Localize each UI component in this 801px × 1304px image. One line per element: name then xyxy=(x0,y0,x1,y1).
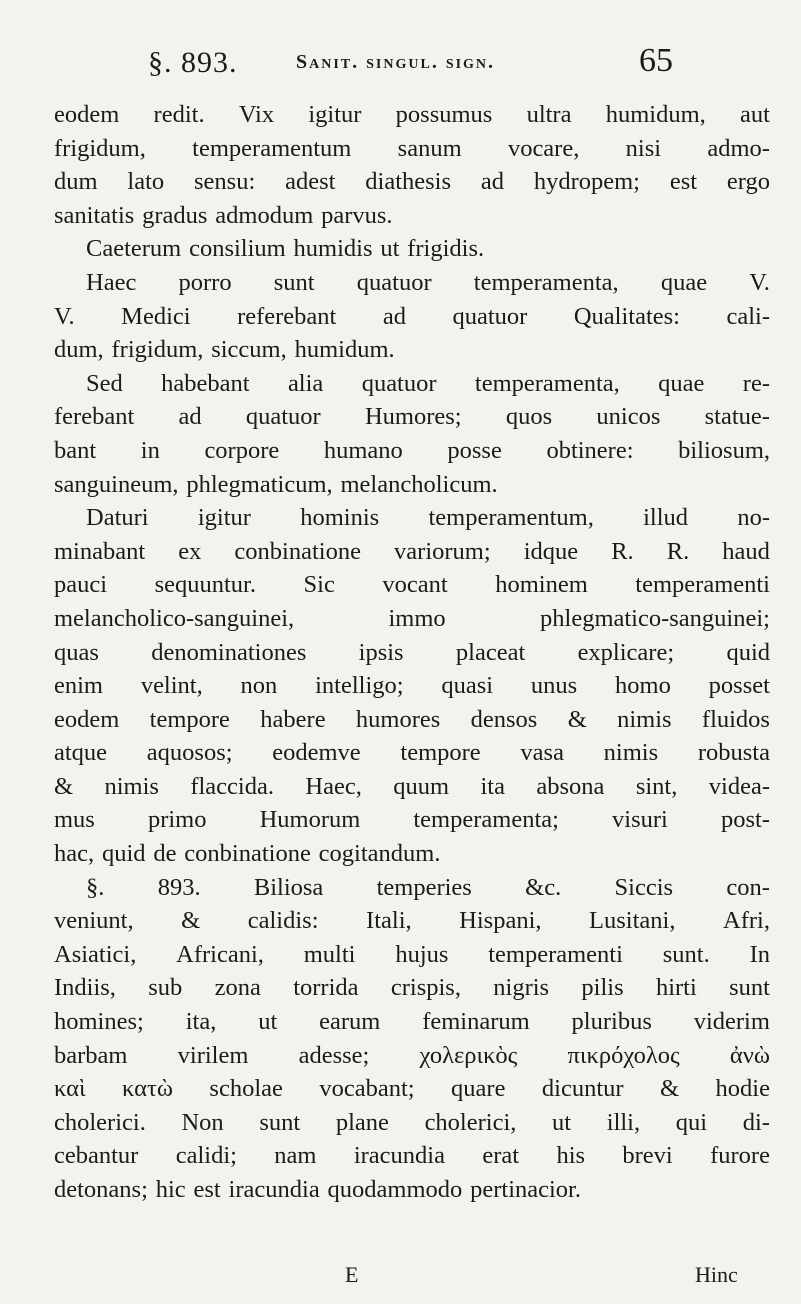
text-line: Haec porro sunt quatuor temperamenta, quae V. xyxy=(86,268,770,296)
text-line: veniunt, & calidis: Itali, Hispani, Lusitani, Afri, xyxy=(54,907,770,935)
text-line: hac, quid de conbinatione cogitandum. xyxy=(54,840,441,868)
text-line: eodem tempore habere humores densos & nimis fluidos xyxy=(54,705,770,733)
text-line: quas denominationes ipsis placeat explicare; quid xyxy=(54,638,770,666)
text-line: sanitatis gradus admodum parvus. xyxy=(54,201,393,229)
text-line: Asiatici, Africani, multi hujus temperamenti sunt. In xyxy=(54,940,770,968)
page-number: 65 xyxy=(639,42,673,79)
text-line: Sed habebant alia quatuor temperamenta, quae re- xyxy=(86,369,770,397)
text-line: Caeterum consilium humidis ut frigidis. xyxy=(86,235,485,263)
text-line: cholerici. Non sunt plane cholerici, ut illi, qui di- xyxy=(54,1108,770,1136)
signature-mark: E xyxy=(345,1262,359,1287)
text-line: minabant ex conbinatione variorum; idque R. R. haud xyxy=(54,537,770,565)
text-line: V. Medici referebant ad quatuor Qualitates: cali- xyxy=(54,302,770,330)
body-text xyxy=(54,98,770,1207)
text-line: eodem redit. Vix igitur possumus ultra humidum, aut xyxy=(54,101,770,128)
text-line: mus primo Humorum temperamenta; visuri post- xyxy=(54,806,770,834)
text-line: atque aquosos; eodemve tempore vasa nimis robusta xyxy=(54,739,770,767)
text-line: Daturi igitur hominis temperamentum, illud no- xyxy=(86,504,770,532)
text-line: ferebant ad quatuor Humores; quos unicos statue- xyxy=(54,403,770,431)
text-line: dum lato sensu: adest diathesis ad hydropem; est ergo xyxy=(54,168,770,196)
text-line: καὶ κατὼ scholae vocabant; quare dicuntur & hodie xyxy=(54,1075,770,1103)
text-line: frigidum, temperamentum sanum vocare, nisi admo- xyxy=(54,134,770,162)
text-line: detonans; hic est iracundia quodammodo pertinacior. xyxy=(54,1176,581,1203)
text-line: melancholico-sanguinei, immo phlegmatico-sanguinei; xyxy=(54,604,770,632)
text-line: cebantur calidi; nam iracundia erat his brevi furore xyxy=(54,1142,770,1170)
running-header xyxy=(148,38,673,82)
text-line: sanguineum, phlegmaticum, melancholicum. xyxy=(54,470,498,498)
text-line: pauci sequuntur. Sic vocant hominem temperamenti xyxy=(54,571,770,599)
header-title: Sanit. singul. sign. xyxy=(296,51,496,73)
text-line: barbam virilem adesse; χολερικὸς πικρόχολος ἀνὼ xyxy=(54,1041,770,1069)
text-line: homines; ita, ut earum feminarum pluribus viderim xyxy=(54,1008,770,1036)
catchword: Hinc xyxy=(695,1262,738,1287)
text-line: dum, frigidum, siccum, humidum. xyxy=(54,336,395,364)
text-line: enim velint, non intelligo; quasi unus homo posset xyxy=(54,672,770,700)
text-line: §. 893. Biliosa temperies &c. Siccis con- xyxy=(86,873,770,901)
text-line: bant in corpore humano posse obtinere: biliosum, xyxy=(54,436,770,464)
text-line: Indiis, sub zona torrida crispis, nigris pilis hirti sunt xyxy=(54,974,770,1002)
header-section-number: §. 893. xyxy=(148,46,238,79)
text-line: & nimis flaccida. Haec, quum ita absona sint, videa- xyxy=(54,772,770,800)
